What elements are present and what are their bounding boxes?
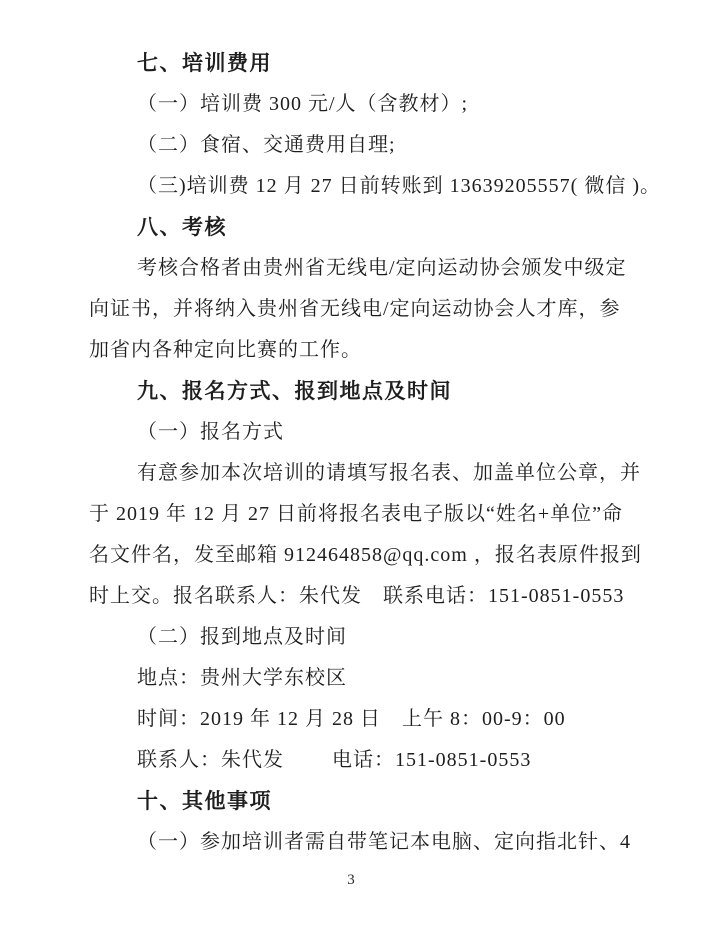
text-line: （二）报到地点及时间 bbox=[137, 626, 347, 648]
text-line: 时间：2019 年 12 月 28 日 上午 8：00-9：00 bbox=[137, 708, 566, 730]
text-line: 考核合格者由贵州省无线电/定向运动协会颁发中级定 bbox=[137, 257, 627, 279]
text-line: 于 2019 年 12 月 27 日前将报名表电子版以“姓名+单位”命 bbox=[89, 503, 624, 525]
text-line: （一）参加培训者需自带笔记本电脑、定向指北针、4 bbox=[137, 831, 631, 853]
text-line: （三)培训费 12 月 27 日前转账到 13639205557( 微信 )。 bbox=[137, 175, 661, 197]
section-heading: 七、培训费用 bbox=[137, 52, 272, 75]
text-line: 有意参加本次培训的请填写报名表、加盖单位公章，并 bbox=[137, 462, 641, 484]
section-heading: 九、报名方式、报到地点及时间 bbox=[137, 380, 452, 403]
text-line: 加省内各种定向比赛的工作。 bbox=[89, 339, 362, 361]
text-line: （一）报名方式 bbox=[137, 421, 284, 443]
text-line: 联系人：朱代发 电话：151-0851-0553 bbox=[137, 749, 532, 771]
section-heading: 八、考核 bbox=[137, 216, 227, 239]
text-line: 时上交。报名联系人：朱代发 联系电话：151-0851-0553 bbox=[89, 585, 625, 607]
text-line: 地点：贵州大学东校区 bbox=[137, 667, 347, 689]
section-heading: 十、其他事项 bbox=[137, 790, 272, 813]
text-line: 向证书，并将纳入贵州省无线电/定向运动协会人才库，参 bbox=[89, 298, 621, 320]
text-line: （一）培训费 300 元/人（含教材）; bbox=[137, 93, 469, 115]
document-body bbox=[89, 43, 661, 863]
page-number: 3 bbox=[347, 872, 355, 888]
text-line: （二）食宿、交通费用自理; bbox=[137, 134, 396, 156]
text-line: 名文件名，发至邮箱 912464858@qq.com ，报名表原件报到 bbox=[89, 544, 642, 566]
